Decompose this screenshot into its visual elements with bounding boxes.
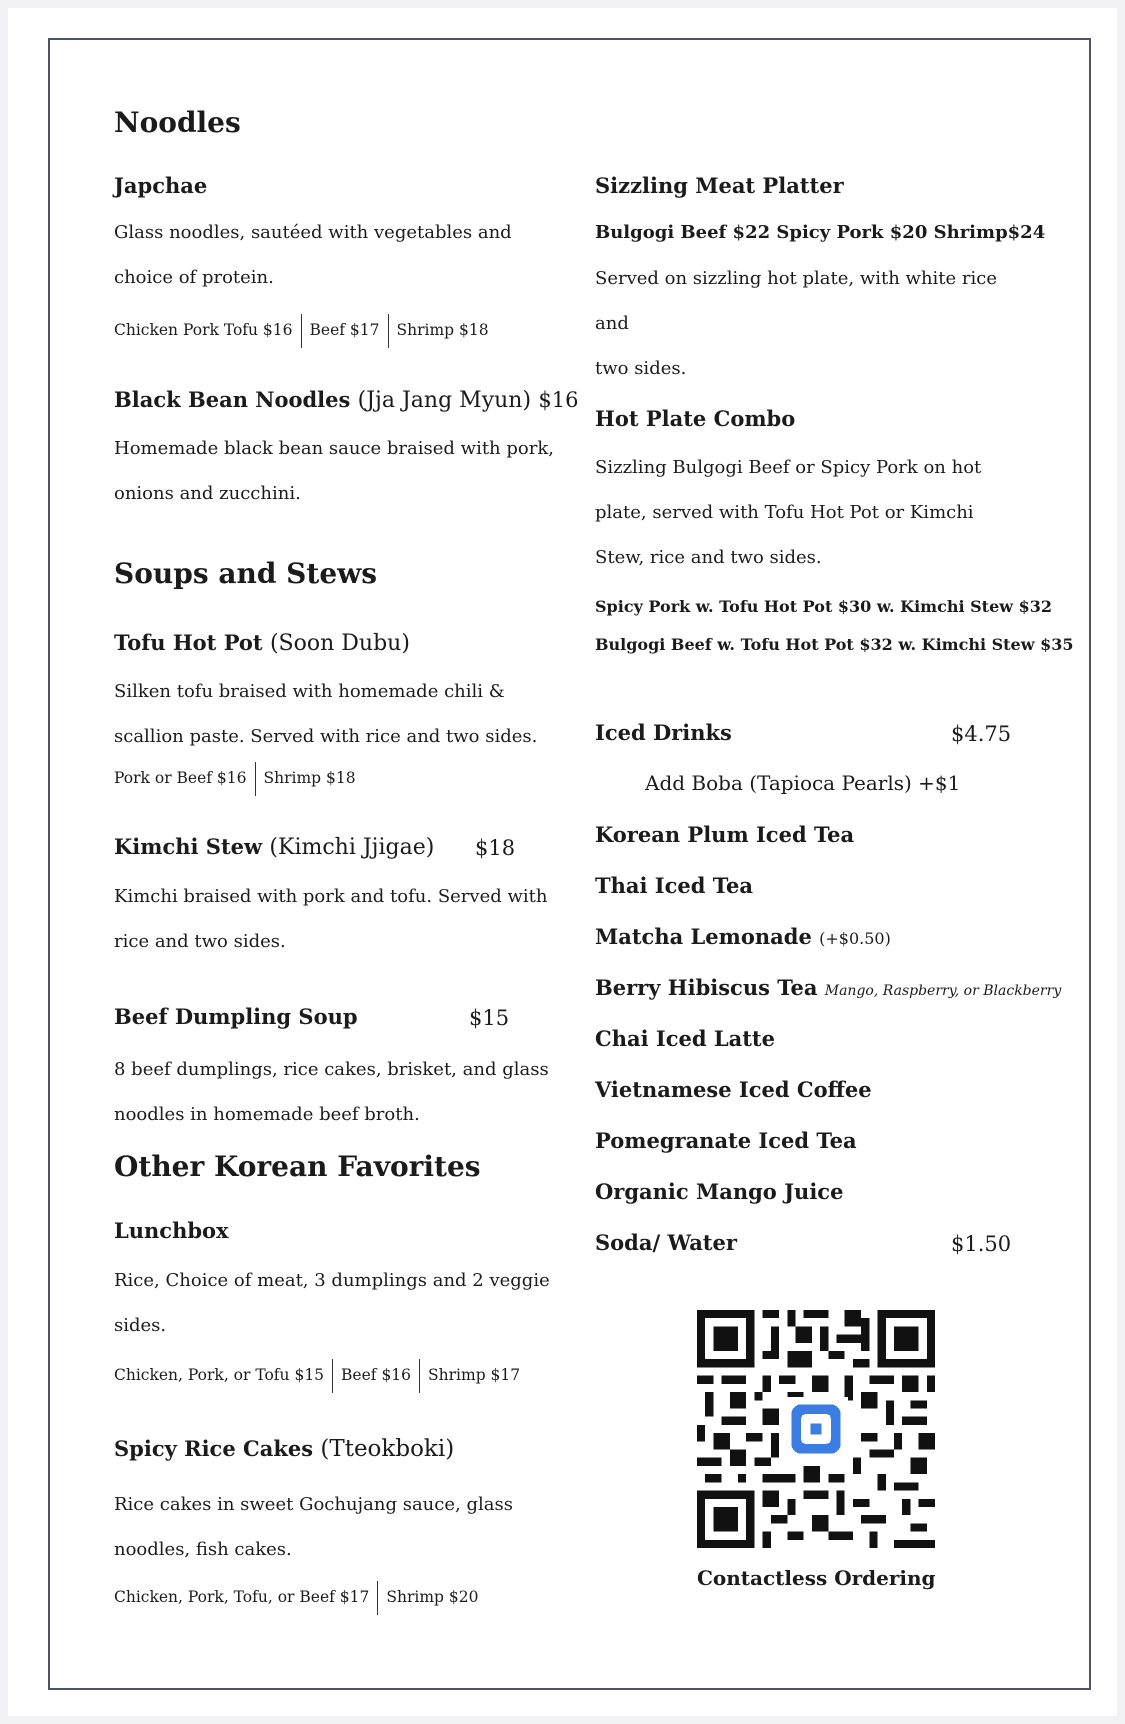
drinks-heading: Iced Drinks bbox=[595, 720, 732, 745]
item-alt-name: (Jja Jang Myun) bbox=[357, 388, 532, 413]
item-desc-kimchi-stew bbox=[114, 874, 554, 964]
desc-line: Homemade black bean sauce braised with pork, bbox=[114, 438, 554, 459]
item-name: Black Bean Noodles bbox=[114, 387, 351, 412]
item-price-beef-dumpling-soup: $15 bbox=[469, 1006, 510, 1030]
option: Beef $16 bbox=[341, 1366, 412, 1384]
desc-line: Stew, rice and two sides. bbox=[595, 547, 822, 568]
option: Chicken Pork Tofu $16 bbox=[114, 321, 293, 339]
drink-item: Thai Iced Tea bbox=[595, 873, 753, 898]
item-name: Spicy Rice Cakes bbox=[114, 1436, 314, 1461]
divider bbox=[255, 762, 256, 796]
divider bbox=[332, 1359, 333, 1393]
drink-flavors: Mango, Raspberry, or Blackberry bbox=[824, 983, 1062, 999]
desc-line: onions and zucchini. bbox=[114, 483, 301, 504]
drink-addon: (+$0.50) bbox=[819, 929, 891, 948]
item-prices-sizzling-platter: Bulgogi Beef $22 Spicy Pork $20 Shrimp$24 bbox=[595, 222, 1046, 243]
drink-name: Berry Hibiscus Tea bbox=[595, 975, 818, 1000]
item-alt-name: (Soon Dubu) bbox=[269, 631, 410, 656]
option: Pork or Beef $16 bbox=[114, 769, 247, 787]
drink-name: Matcha Lemonade bbox=[595, 924, 812, 949]
qr-caption: Contactless Ordering bbox=[697, 1566, 936, 1590]
divider bbox=[388, 314, 389, 348]
desc-line: scallion paste. Served with rice and two sides. bbox=[114, 726, 538, 747]
option: Beef $17 bbox=[309, 321, 380, 339]
item-name-beef-dumpling-soup: Beef Dumpling Soup bbox=[114, 1004, 358, 1029]
desc-line: Sizzling Bulgogi Beef or Spicy Pork on hot bbox=[595, 457, 982, 478]
section-heading-noodles: Noodles bbox=[114, 106, 241, 139]
item-name-spicy-rice-cakes bbox=[114, 1436, 454, 1462]
desc-line: choice of protein. bbox=[114, 267, 274, 288]
item-desc-beef-dumpling-soup bbox=[114, 1047, 554, 1137]
item-name-tofu-hot-pot bbox=[114, 630, 410, 656]
desc-line: plate, served with Tofu Hot Pot or Kimchi bbox=[595, 502, 974, 523]
item-name-kimchi-stew bbox=[114, 834, 434, 860]
soda-price: $1.50 bbox=[951, 1232, 1012, 1256]
option: Shrimp $20 bbox=[386, 1588, 479, 1606]
boba-addon: Add Boba (Tapioca Pearls) +$1 bbox=[645, 771, 961, 795]
drink-item: Chai Iced Latte bbox=[595, 1026, 775, 1051]
divider bbox=[377, 1581, 378, 1615]
item-desc-sizzling-platter bbox=[595, 256, 1035, 391]
desc-line: Silken tofu braised with homemade chili & bbox=[114, 681, 505, 702]
drink-item: Soda/ Water bbox=[595, 1230, 737, 1255]
item-desc-tofu-hot-pot bbox=[114, 669, 554, 759]
option: Shrimp $18 bbox=[396, 321, 489, 339]
item-name: Tofu Hot Pot bbox=[114, 630, 263, 655]
item-desc-black-bean-noodles bbox=[114, 426, 554, 516]
desc-line: Kimchi braised with pork and tofu. Served with bbox=[114, 886, 548, 907]
qr-code[interactable] bbox=[697, 1310, 935, 1548]
item-desc-hot-plate-combo bbox=[595, 445, 1035, 580]
item-name-hot-plate-combo: Hot Plate Combo bbox=[595, 406, 796, 431]
drink-item: Vietnamese Iced Coffee bbox=[595, 1077, 872, 1102]
divider bbox=[301, 314, 302, 348]
menu-page bbox=[8, 8, 1117, 1716]
item-alt-name: (Kimchi Jjigae) bbox=[269, 835, 435, 860]
section-heading-other: Other Korean Favorites bbox=[114, 1150, 481, 1183]
desc-line: 8 beef dumplings, rice cakes, brisket, and glass bbox=[114, 1059, 549, 1080]
option: Chicken, Pork, or Tofu $15 bbox=[114, 1366, 325, 1384]
desc-line: Served on sizzling hot plate, with white rice and bbox=[595, 268, 998, 334]
drink-item: Korean Plum Iced Tea bbox=[595, 822, 855, 847]
desc-line: two sides. bbox=[595, 358, 687, 379]
drink-item: Organic Mango Juice bbox=[595, 1179, 844, 1204]
option: Chicken, Pork, Tofu, or Beef $17 bbox=[114, 1588, 370, 1606]
combo-price-line-1: Spicy Pork w. Tofu Hot Pot $30 w. Kimchi Stew $32 bbox=[595, 597, 1052, 616]
desc-line: sides. bbox=[114, 1315, 167, 1336]
divider bbox=[419, 1359, 420, 1393]
drinks-price: $4.75 bbox=[951, 722, 1012, 746]
item-price: $16 bbox=[538, 388, 579, 412]
section-heading-soups: Soups and Stews bbox=[114, 557, 378, 590]
item-alt-name: (Tteokboki) bbox=[320, 1436, 455, 1462]
item-options-spicy-rice-cakes bbox=[114, 1581, 478, 1615]
item-name: Kimchi Stew bbox=[114, 834, 263, 859]
desc-line: noodles, fish cakes. bbox=[114, 1539, 292, 1560]
item-options-lunchbox bbox=[114, 1359, 520, 1393]
item-name-black-bean-noodles bbox=[114, 387, 578, 413]
desc-line: rice and two sides. bbox=[114, 931, 286, 952]
option: Shrimp $17 bbox=[428, 1366, 521, 1384]
item-name-japchae: Japchae bbox=[114, 173, 208, 198]
desc-line: Rice, Choice of meat, 3 dumplings and 2 veggie bbox=[114, 1270, 550, 1291]
item-name-sizzling-platter: Sizzling Meat Platter bbox=[595, 173, 844, 198]
item-options-japchae bbox=[114, 314, 489, 348]
desc-line: noodles in homemade beef broth. bbox=[114, 1104, 420, 1125]
item-desc-japchae bbox=[114, 210, 554, 300]
item-name-lunchbox: Lunchbox bbox=[114, 1218, 229, 1243]
drink-item bbox=[595, 975, 1061, 1000]
drink-item bbox=[595, 924, 891, 949]
option: Shrimp $18 bbox=[263, 769, 356, 787]
desc-line: Glass noodles, sautéed with vegetables and bbox=[114, 222, 512, 243]
item-desc-spicy-rice-cakes bbox=[114, 1482, 554, 1572]
drink-item: Pomegranate Iced Tea bbox=[595, 1128, 857, 1153]
combo-price-line-2: Bulgogi Beef w. Tofu Hot Pot $32 w. Kimchi Stew $35 bbox=[595, 635, 1074, 654]
desc-line: Rice cakes in sweet Gochujang sauce, glass bbox=[114, 1494, 513, 1515]
item-desc-lunchbox bbox=[114, 1258, 554, 1348]
item-options-tofu-hot-pot bbox=[114, 762, 356, 796]
item-price-kimchi-stew: $18 bbox=[475, 836, 516, 860]
